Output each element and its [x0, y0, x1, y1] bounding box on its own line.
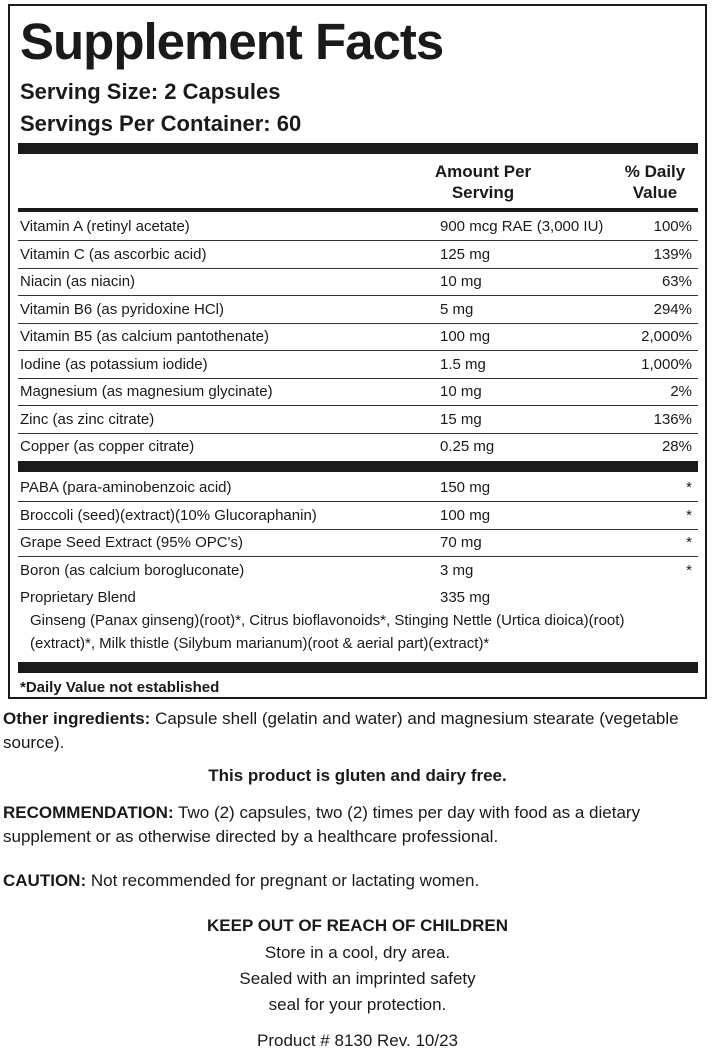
row-amount: 900 mcg RAE (3,000 IU)	[440, 218, 604, 235]
row-name: Iodine (as potassium iodide)	[20, 355, 208, 373]
row-name: Vitamin B6 (as pyridoxine HCl)	[20, 300, 224, 318]
nutrient-row	[18, 433, 698, 460]
row-name: PABA (para-aminobenzoic acid)	[20, 479, 232, 496]
row-amount: 10 mg	[440, 273, 482, 290]
blend-name: Proprietary Blend	[20, 589, 136, 606]
row-name: Zinc (as zinc citrate)	[20, 410, 155, 428]
row-name: Niacin (as niacin)	[20, 273, 136, 290]
divider-thick-top	[18, 143, 698, 154]
nutrient-row	[18, 406, 698, 434]
caution	[3, 869, 703, 893]
storage-line-2: Sealed with an imprinted safety	[239, 969, 476, 988]
row-name: Magnesium (as magnesium glycinate)	[20, 383, 273, 400]
divider-header	[18, 208, 698, 212]
keep-out-warning: KEEP OUT OF REACH OF CHILDREN	[207, 916, 508, 935]
dv-header-line1: % Daily	[624, 162, 686, 181]
daily-value-footnote: *Daily Value not established	[20, 679, 220, 696]
row-daily-value: 2,000%	[641, 328, 692, 345]
supplement-facts-panel	[8, 4, 707, 699]
recommendation	[3, 801, 703, 849]
gluten-dairy-free-note: This product is gluten and dairy free.	[208, 766, 507, 785]
ingredient-row	[18, 529, 698, 557]
row-daily-value: *	[686, 506, 692, 524]
divider-thick-bottom	[18, 662, 698, 673]
ingredient-row	[18, 557, 698, 584]
row-daily-value: *	[686, 479, 692, 496]
nutrient-row	[18, 296, 698, 324]
row-daily-value: 100%	[653, 218, 692, 235]
row-amount: 70 mg	[440, 534, 482, 551]
row-amount: 1.5 mg	[440, 355, 486, 373]
other-ingredients	[3, 707, 703, 755]
row-name: Grape Seed Extract (95% OPC's)	[20, 534, 243, 551]
nutrient-row	[18, 351, 698, 379]
divider-thick-middle	[18, 461, 698, 472]
row-name: Vitamin C (as ascorbic acid)	[20, 245, 207, 263]
nutrient-row	[18, 323, 698, 351]
other-ingredients-label: Other ingredients:	[3, 709, 151, 728]
nutrient-row	[18, 378, 698, 406]
row-daily-value: 294%	[653, 300, 692, 318]
row-amount: 10 mg	[440, 383, 482, 400]
nutrient-row	[18, 213, 698, 241]
nutrient-row	[18, 241, 698, 269]
row-name: Vitamin B5 (as calcium pantothenate)	[20, 328, 270, 345]
row-amount: 15 mg	[440, 410, 482, 428]
row-amount: 100 mg	[440, 506, 491, 524]
row-amount: 125 mg	[440, 245, 491, 263]
blend-ingredients	[30, 609, 670, 655]
ingredient-row	[18, 474, 698, 502]
caution-label: CAUTION:	[3, 871, 87, 890]
storage-line-1: Store in a cool, dry area.	[264, 943, 451, 962]
row-amount: 3 mg	[440, 561, 474, 579]
storage-line-3: seal for your protection.	[268, 995, 447, 1014]
product-revision: Product # 8130 Rev. 10/23	[257, 1031, 458, 1050]
blend-amount: 335 mg	[440, 589, 491, 606]
daily-value-header	[610, 161, 700, 203]
ingredient-row	[18, 502, 698, 530]
row-amount: 150 mg	[440, 479, 491, 496]
amount-header-line1: Amount Per	[434, 162, 532, 181]
row-daily-value: 139%	[653, 245, 692, 263]
row-daily-value: 2%	[670, 383, 692, 400]
row-name: Copper (as copper citrate)	[20, 438, 195, 455]
dv-header-line2: Value	[632, 183, 678, 202]
servings-per-container: Servings Per Container: 60	[20, 111, 302, 136]
recommendation-label: RECOMMENDATION:	[3, 803, 174, 822]
row-amount: 5 mg	[440, 300, 474, 318]
row-name: Broccoli (seed)(extract)(10% Glucoraphanin)	[20, 506, 317, 524]
other-ingredients-text: Capsule shell (gelatin and water) and magnesium stearate (vegetable source).	[3, 709, 679, 752]
row-daily-value: 28%	[661, 438, 692, 455]
blend-ingredients-line1: Ginseng (Panax ginseng)(root)*, Citrus bioflavonoids*, Stinging Nettle (Urtica dioica)(root)	[30, 612, 625, 629]
amount-header-line2: Serving	[451, 183, 515, 202]
row-amount: 0.25 mg	[440, 438, 495, 455]
amount-header	[410, 161, 556, 203]
serving-size: Serving Size: 2 Capsules	[20, 79, 281, 104]
row-daily-value: *	[686, 561, 692, 579]
panel-title: Supplement Facts	[20, 13, 444, 70]
caution-text: Not recommended for pregnant or lactating women.	[86, 871, 480, 890]
nutrient-row	[18, 268, 698, 296]
row-daily-value: 1,000%	[641, 355, 692, 373]
row-daily-value: 136%	[653, 410, 692, 428]
row-daily-value: 63%	[661, 273, 692, 290]
blend-ingredients-line2: (extract)*, Milk thistle (Silybum marianum)(root & aerial part)(extract)*	[30, 635, 490, 652]
row-amount: 100 mg	[440, 328, 491, 345]
row-daily-value: *	[686, 534, 692, 551]
row-name: Vitamin A (retinyl acetate)	[20, 218, 190, 235]
row-name: Boron (as calcium borogluconate)	[20, 561, 245, 579]
recommendation-text: Two (2) capsules, two (2) times per day with food as a dietary supplement or as otherwise directed by a healthcare professional.	[3, 803, 641, 846]
